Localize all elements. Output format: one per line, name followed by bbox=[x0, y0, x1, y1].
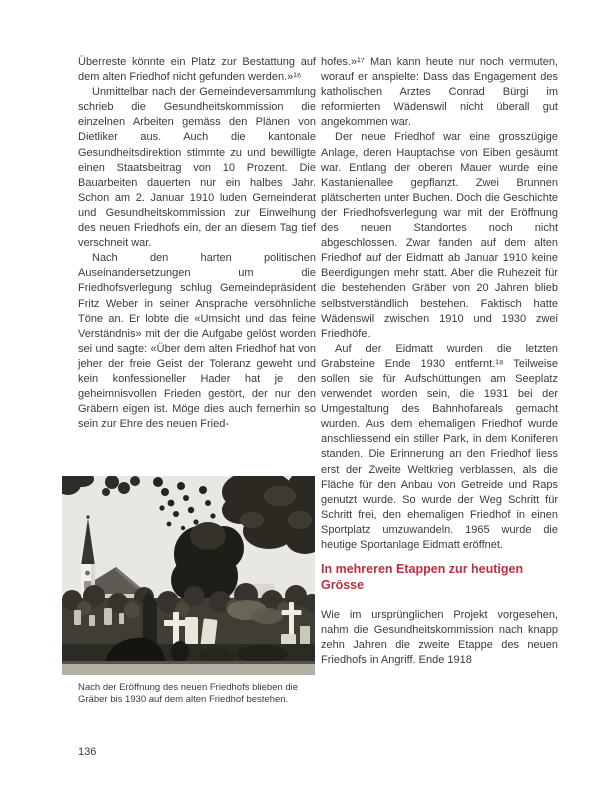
paragraph: Überreste könnte ein Platz zur Bestattung auf dem alten Friedhof nicht gefunden werden.»¹⁶ bbox=[78, 56, 316, 84]
cemetery-church-photo bbox=[62, 476, 315, 675]
page-number: 136 bbox=[78, 746, 97, 758]
section-heading: In mehreren Etappen zur heutigen Grösse bbox=[321, 562, 524, 592]
left-text-column bbox=[78, 55, 316, 432]
right-text-column bbox=[321, 55, 558, 668]
paragraph: hofes.»¹⁷ Man kann heute nur noch vermuten, worauf er anspielte: Dass das Engagement des katholischen Arztes Conrad Bürgi im reformierten Wädenswil nicht überall gut angekommen war. bbox=[321, 56, 558, 129]
paragraph: Der neue Friedhof war eine grosszügige Anlage, deren Hauptachse von Eiben gesäumt war. Entlang der oberen Mauer wurde eine Kastanienallee gepflanzt. Zwei Brunnen plätscherten unter Buchen. Doch die Geschichte der Friedhofsverlegung war mit der Eröffnung des neuen Standortes noch nicht abgeschlossen. Zwar fanden auf dem alten Friedhof auf der Eidmatt ab Januar 1910 keine Beerdigungen mehr statt. Aber die Ruhezeit für die bestehenden Gräber von 20 Jahren blieb selbstverständlich bestehen. Faktisch hatte Wädenswil zwischen 1910 und 1930 zwei Friedhöfe. bbox=[321, 131, 558, 340]
figure-caption: Nach der Eröffnung des neuen Friedhofs blieben die Gräber bis 1930 auf dem alten Friedhof bestehen. bbox=[78, 682, 299, 706]
paragraph: Wie im ursprünglichen Projekt vorgesehen, nahm die Gesundheitskommission nach knapp zehn Jahren die zweite Etappe des neuen Friedhofs in Angriff. Ende 1918 bbox=[321, 609, 558, 667]
paragraph: Auf der Eidmatt wurden die letzten Grabsteine Ende 1930 entfernt.¹⁸ Teilweise sollen sie für Aufschüttungen am Seeplatz verwendet worden sein, die 1931 bei der Umgestaltung des Bahnhofareals gemacht wurden. Aus dem ehemaligen Friedhof wurde anschliessend ein stiller Park, in dem Koniferen standen. Die Erinnerung an den Friedhof liess erst der Zweite Weltkrieg verblassen, als die Fläche für den Anbau von Getreide und Raps genutzt wurde. So wurde der Weg Schritt für Schritt frei, den ehemaligen Friedhof in einen Sportplatz umzuwandeln. 1965 wurde die heutige Sportanlage Eidmatt eröffnet. bbox=[321, 342, 558, 551]
figure-old-cemetery bbox=[62, 476, 315, 675]
paragraph: Nach den harten politischen Auseinandersetzungen um die Friedhofsverlegung schlug Gemeindepräsident Fritz Weber in seiner Ansprache versöhnliche Töne an. Er lobte die «Umsicht und das feine Verständnis» mit der die Aufgabe gelöst worden sei und sagte: «Über dem alten Friedhof hat von jeher der freie Geist der Toleranz geweht und kein konfessioneller Hader hat je den geheimnisvollen Frieden gestört, der nur den Gräbern eigen ist. Möge dies auch fernerhin so sein zur Ehre des neuen Fried- bbox=[78, 252, 316, 431]
paragraph: Unmittelbar nach der Gemeindeversammlung schrieb die Gesundheitskommission die einzelnen Arbeiten gemäss den Plänen von Dietliker aus. Auch die kantonale Gesundheitsdirektion stimmte zu und bewilligte einen Staatsbeitrag von 10 Prozent. Die Bauarbeiten dauerten nur ein halbes Jahr. Schon am 2. Januar 1910 luden Gemeinderat und Gesundheitskommission zur Einweihung des neuen Friedhofs ein, der an diesem Tag tief verschneit war. bbox=[78, 86, 316, 250]
